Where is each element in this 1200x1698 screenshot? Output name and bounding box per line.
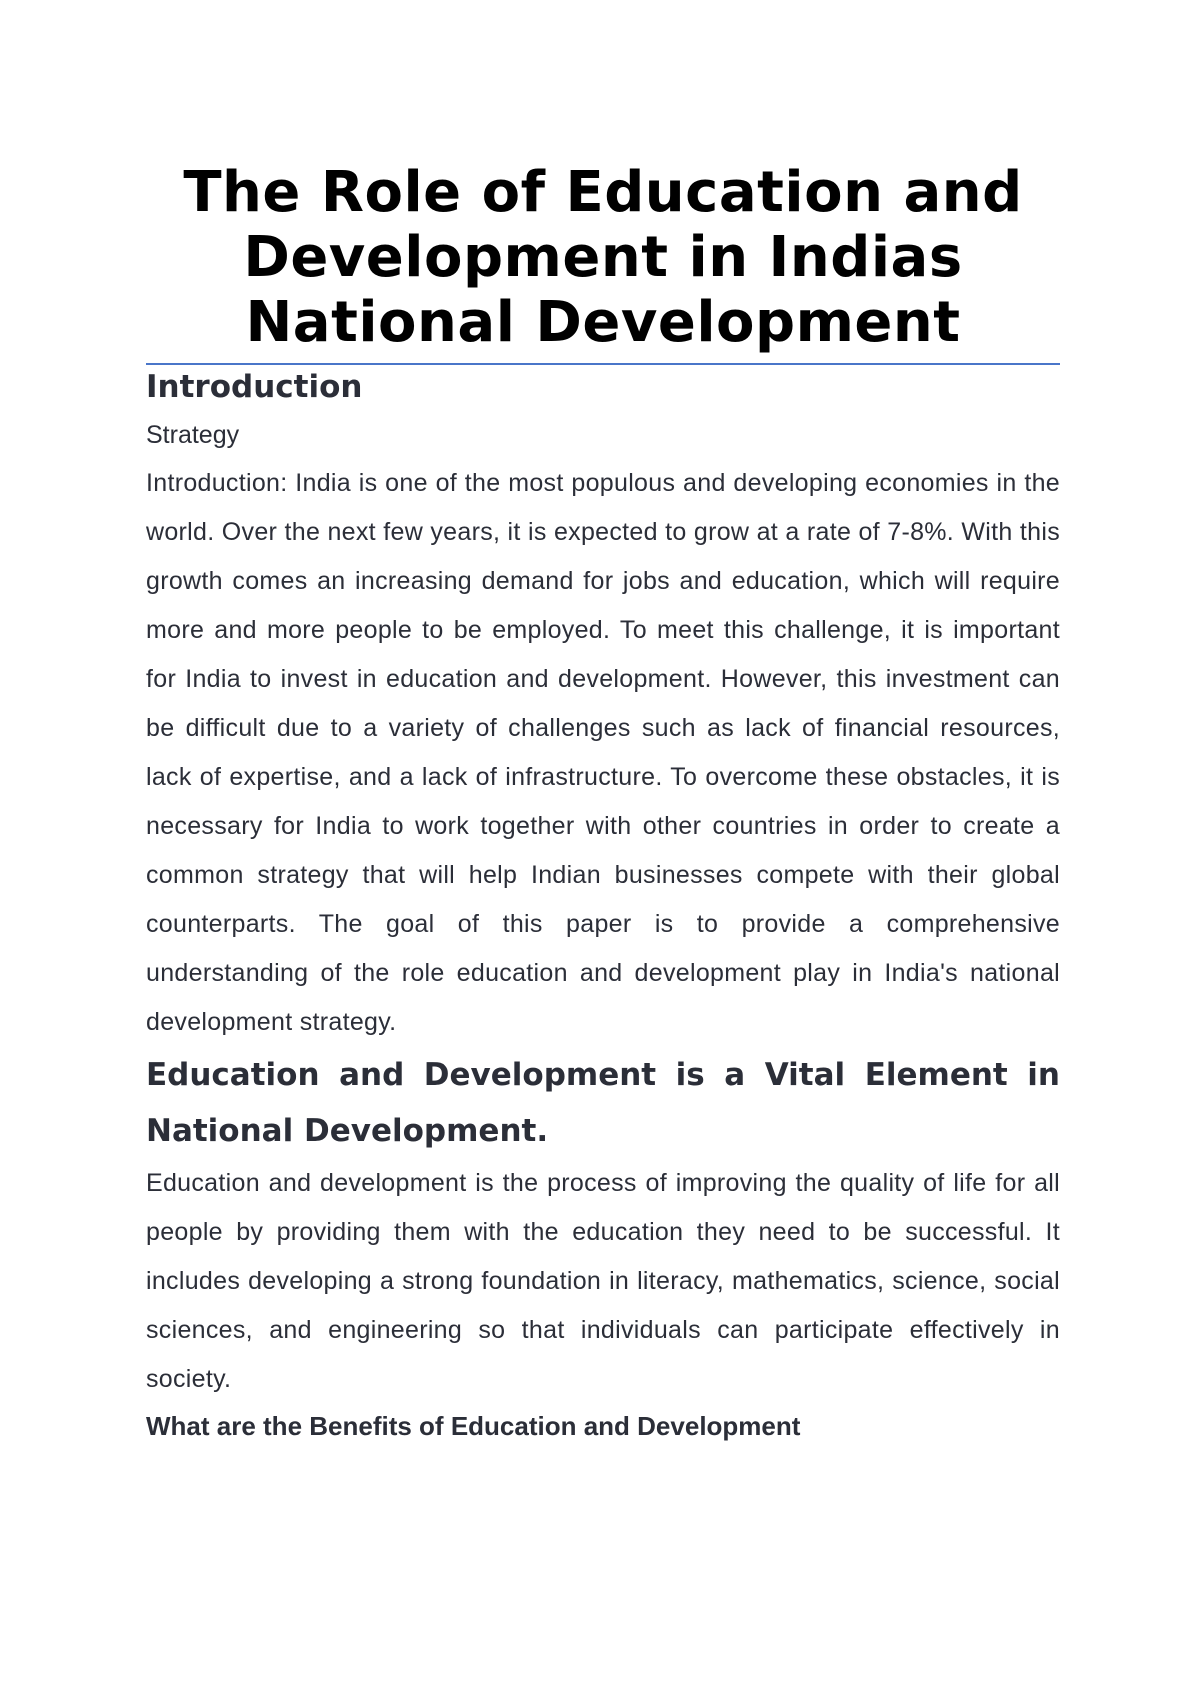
vital-element-paragraph: Education and development is the process of improving the quality of life for all people by providing them with the education they need to be successful. It includes developing a strong foundation in literacy, mathematics, science, social sciences, and engineering so that individuals can participate effectively in society.	[146, 1169, 1060, 1393]
introduction-heading: Introduction	[146, 369, 363, 405]
title-underline-rule	[146, 363, 1060, 365]
intro-paragraph: Introduction: India is one of the most populous and developing economies in the world. Over the next few years, it is expected to grow at a rate of 7-8%. With this growth comes an increasing demand for jobs and education, which will require more and more people to be employed. To meet this challenge, it is important for India to invest in education and development. However, this investment can be difficult due to a variety of challenges such as lack of financial resources, lack of expertise, and a lack of infrastructure. To overcome these obstacles, it is necessary for India to work together with other countries in order to create a common strategy that will help Indian businesses compete with their global counterparts. The goal of this paper is to provide a comprehensive understanding of the role education and development play in India's national development strategy.	[146, 469, 1060, 1036]
document-page	[146, 160, 1060, 1448]
document-title: The Role of Education and Development in Indias National Development	[183, 160, 1023, 355]
vital-element-heading: Education and Development is a Vital Element in National Development.	[146, 1057, 1060, 1149]
benefits-heading: What are the Benefits of Education and Development	[146, 1411, 801, 1441]
strategy-label: Strategy	[146, 421, 240, 449]
